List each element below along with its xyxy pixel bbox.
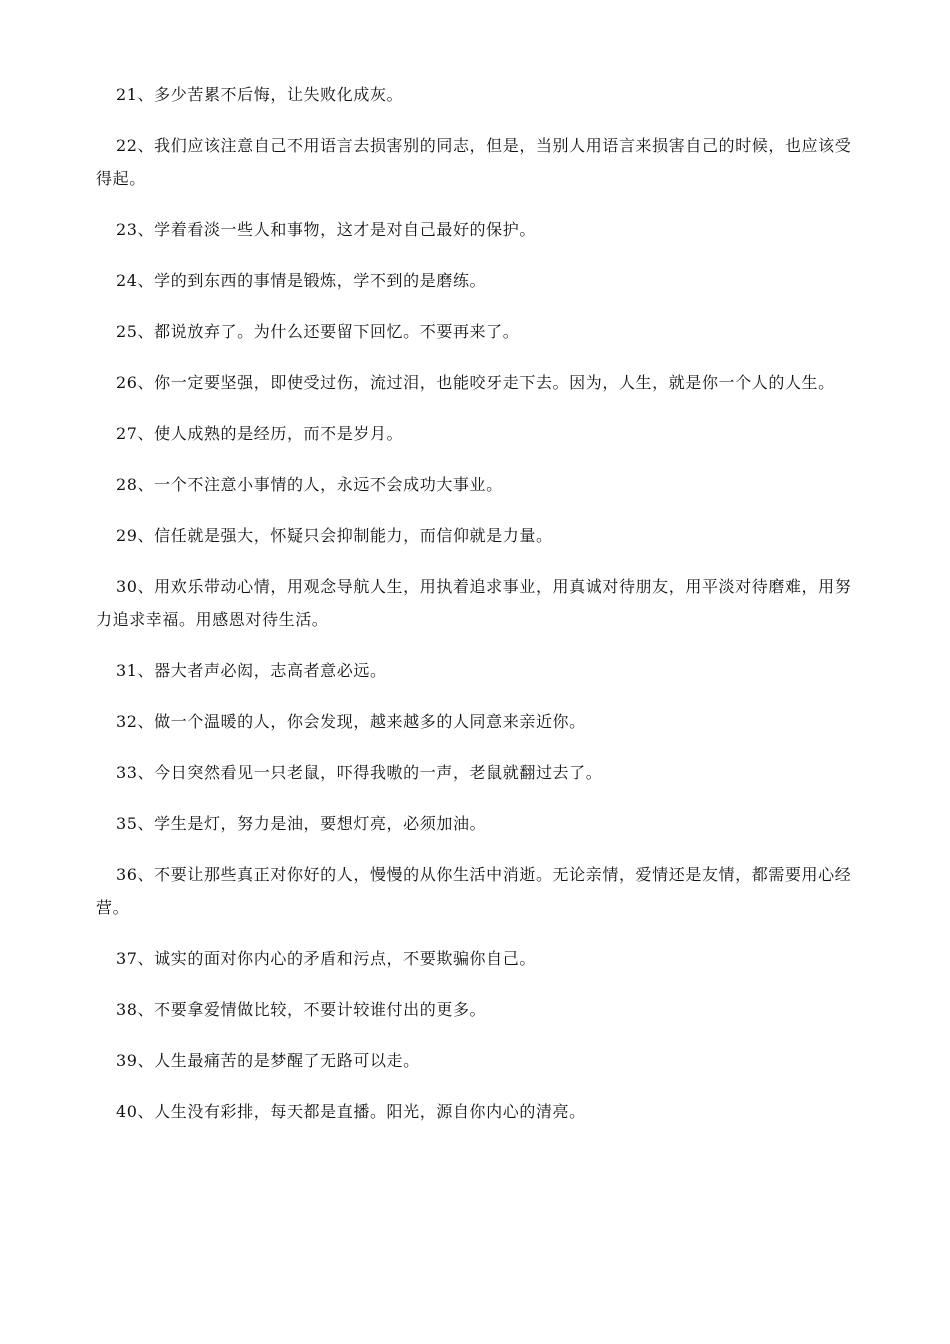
quote-item-23: 23、学着看淡一些人和事物，这才是对自己最好的保护。 <box>116 220 536 239</box>
quote-item-36: 36、不要让那些真正对你好的人，慢慢的从你生活中消逝。无论亲情，爱情还是友情，都需要用心经营。 <box>96 865 852 917</box>
quote-item-25: 25、都说放弃了。为什么还要留下回忆。不要再来了。 <box>116 322 520 341</box>
quote-item-37: 37、诚实的面对你内心的矛盾和污点，不要欺骗你自己。 <box>116 949 536 968</box>
quote-item-29: 29、信任就是强大，怀疑只会抑制能力，而信仰就是力量。 <box>116 526 553 545</box>
quote-item-30: 30、用欢乐带动心情，用观念导航人生，用执着追求事业，用真诚对待朋友，用平淡对待磨难，用努力追求幸福。用感恩对待生活。 <box>96 577 852 629</box>
quote-list <box>96 78 858 1128</box>
quote-item-33: 33、今日突然看见一只老鼠，吓得我嗷的一声，老鼠就翻过去了。 <box>116 763 603 782</box>
quote-item-27: 27、使人成熟的是经历，而不是岁月。 <box>116 424 404 443</box>
quote-item-32: 32、做一个温暖的人，你会发现，越来越多的人同意来亲近你。 <box>116 712 586 731</box>
quote-item-38: 38、不要拿爱情做比较，不要计较谁付出的更多。 <box>116 1000 487 1019</box>
quote-item-39: 39、人生最痛苦的是梦醒了无路可以走。 <box>116 1051 420 1070</box>
quote-item-26: 26、你一定要坚强，即使受过伤，流过泪，也能咬牙走下去。因为，人生，就是你一个人的人生。 <box>116 373 835 392</box>
quote-item-31: 31、器大者声必闳，志高者意必远。 <box>116 661 387 680</box>
quote-item-24: 24、学的到东西的事情是锻炼，学不到的是磨练。 <box>116 271 487 290</box>
quote-item-21: 21、多少苦累不后悔，让失败化成灰。 <box>116 85 404 104</box>
quote-item-22: 22、我们应该注意自己不用语言去损害别的同志，但是，当别人用语言来损害自己的时候，也应该受得起。 <box>96 136 852 188</box>
quote-item-28: 28、一个不注意小事情的人，永远不会成功大事业。 <box>116 475 503 494</box>
quote-item-40: 40、人生没有彩排，每天都是直播。阳光，源自你内心的清亮。 <box>116 1102 586 1121</box>
quote-item-35: 35、学生是灯，努力是油，要想灯亮，必须加油。 <box>116 814 487 833</box>
